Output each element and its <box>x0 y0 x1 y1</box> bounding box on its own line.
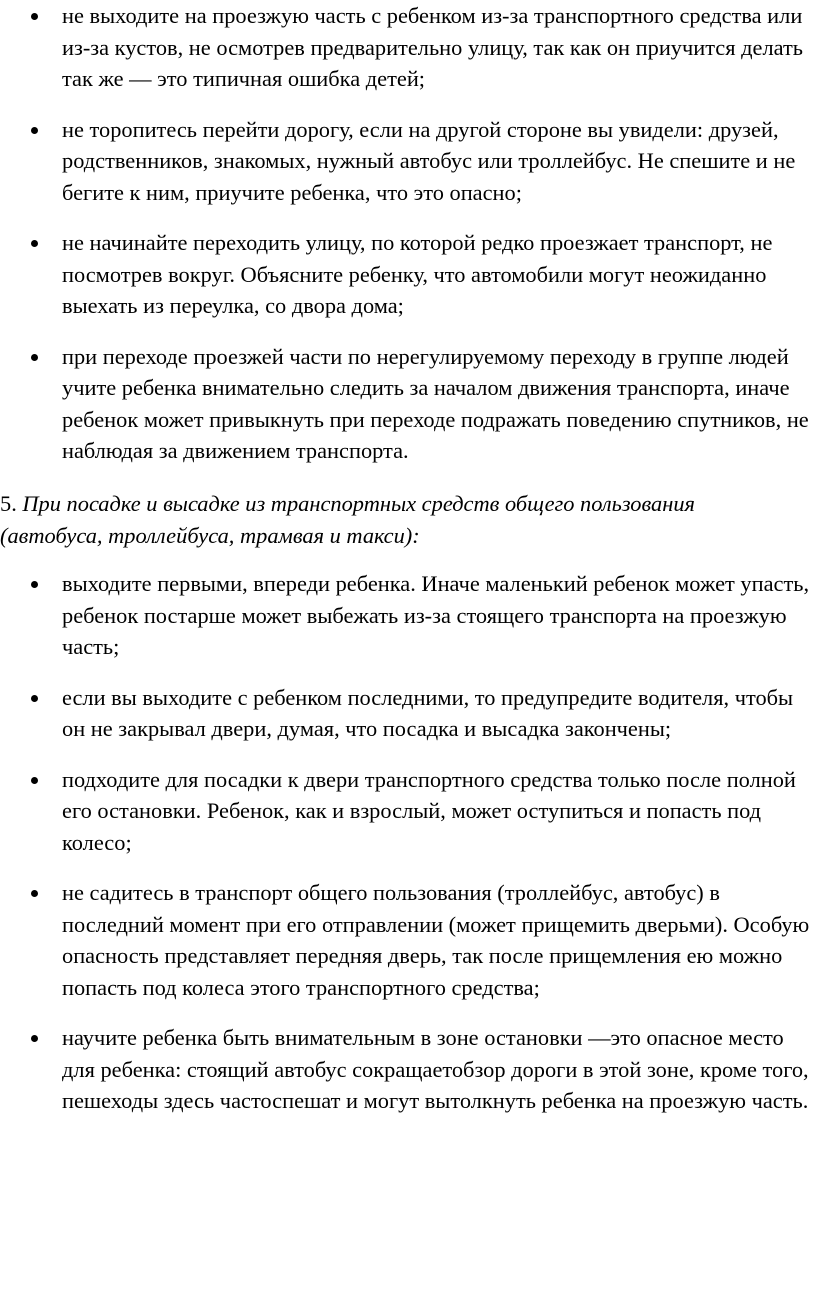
list-item-text: подходите для посадки к двери транспортного средства только после полной его остановки. Ребенок, как и взрослый, может оступиться и попасть под колесо; <box>62 766 796 855</box>
list-item <box>0 227 816 322</box>
list-item-text: выходите первыми, впереди ребенка. Иначе маленький ребенок может упасть, ребенок постарше может выбежать из-за стоящего транспорта на проезжую часть; <box>62 571 810 659</box>
bullet-icon <box>31 354 38 361</box>
list-item <box>0 877 816 1003</box>
bullet-icon <box>31 777 38 784</box>
list-item-text: не торопитесь перейти дорогу, если на другой стороне вы увидели: друзей, родственников, знакомых, нужный автобус или троллейбус. Не спешите и не бегите к ним, приучите ребенка, что это опасно; <box>62 116 796 205</box>
section-title: При посадке и высадке из транспортных средств общего пользования (автобуса, троллейбуса, трамвая и такси): <box>0 491 695 548</box>
list-item <box>0 114 816 209</box>
list-item <box>0 1022 816 1117</box>
bullet-icon <box>31 581 38 588</box>
bullet-icon <box>31 127 38 134</box>
bullet-list-boarding <box>0 568 816 1117</box>
list-item-text: при переходе проезжей части по нерегулируемому переходу в группе людей учите ребенка внимательно следить за началом движения транспорта, иначе ребенок может привыкнуть при переходе подражать поведению спутников, не наблюдая за движением транспорта. <box>62 343 809 463</box>
bullet-icon <box>31 890 38 897</box>
list-item <box>0 568 816 663</box>
bullet-icon <box>31 240 38 247</box>
bullet-list-crossing <box>0 0 816 467</box>
list-item <box>0 341 816 467</box>
bullet-icon <box>31 1035 38 1042</box>
list-item <box>0 682 816 745</box>
section-5-heading <box>0 488 800 551</box>
list-item <box>0 764 816 859</box>
list-item <box>0 0 816 95</box>
list-item-text: если вы выходите с ребенком последними, то предупредите водителя, чтобы он не закрывал двери, думая, что посадка и высадка закончены; <box>62 684 794 741</box>
bullet-icon <box>31 695 38 702</box>
list-item-text: не начинайте переходить улицу, по которой редко проезжает транспорт, не посмотрев вокруг. Объясните ребенку, что автомобили могут неожиданно выехать из переулка, со двора дома; <box>62 230 773 318</box>
list-item-text: не выходите на проезжую часть с ребенком из-за транспортного средства или из-за кустов, не осмотрев предварительно улицу, так как он приучится делать так же — это типичная ошибка детей; <box>62 3 803 91</box>
section-number: 5. <box>0 491 23 516</box>
bullet-icon <box>31 13 38 20</box>
list-item-text: не садитесь в транспорт общего пользования (троллейбус, автобус) в последний момент при его отправлении (может прищемить дверьми). Особую опасность представляет передняя дверь, так после прищемления ею можно попасть под колеса этого транспортного средства; <box>62 880 810 1000</box>
list-item-text: научите ребенка быть внимательным в зоне остановки —это опасное место для ребенка: стоящий автобус сокращаетобзор дороги в этой зоне, кроме того, пешеходы здесь частоспешат и могут вытолкнуть ребенка на проезжую часть. <box>62 1025 809 1113</box>
